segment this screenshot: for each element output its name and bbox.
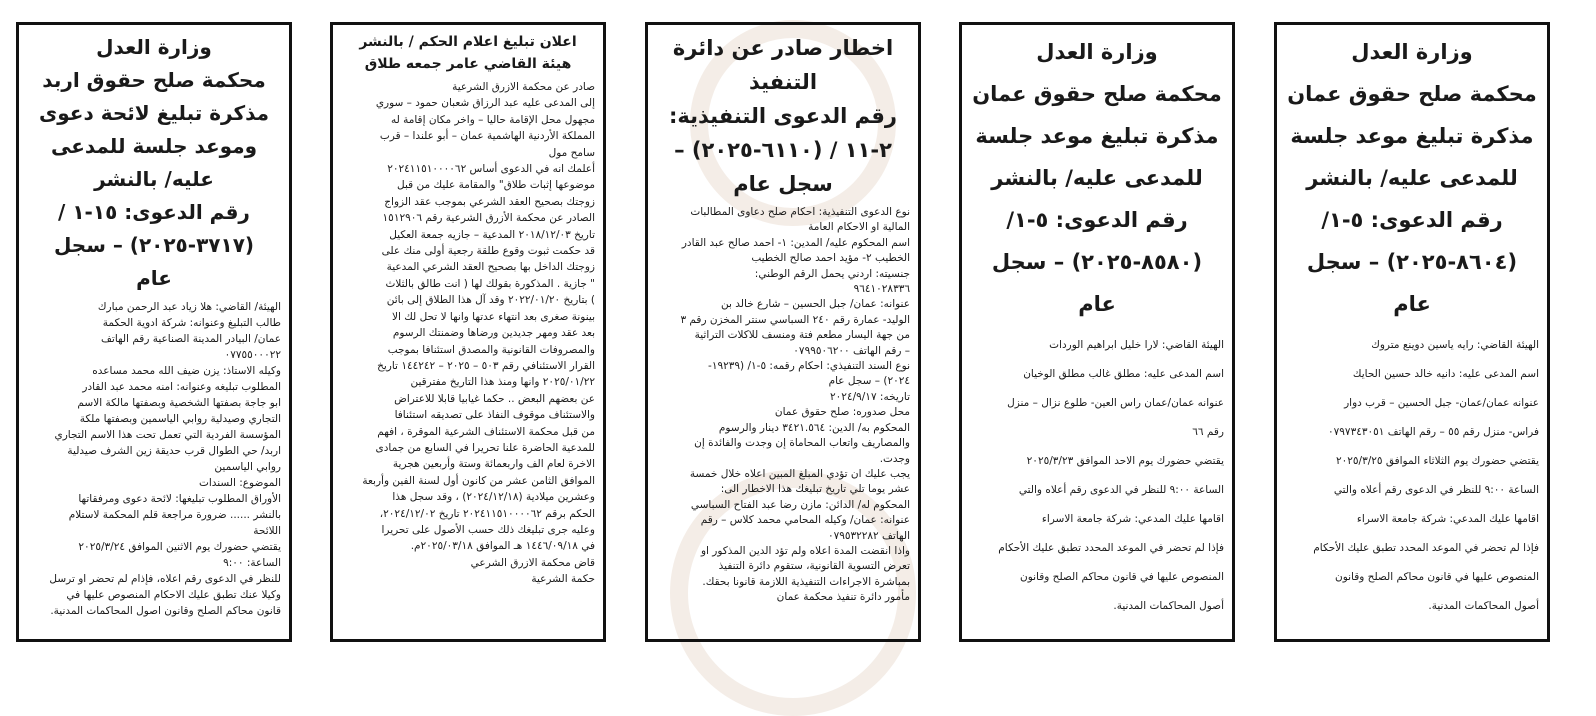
body-line: زوجتك الداخل بها بصحيح العقد الشرعي المدعية bbox=[386, 261, 595, 274]
headline-line: رقم الدعوى: ١٥-١ / bbox=[58, 200, 250, 224]
body-line: اقامها عليك المدعي: شركة جامعة الاسراء bbox=[1041, 513, 1224, 525]
body-line: مأمور دائرة تنفيذ محكمة عمان bbox=[776, 591, 910, 604]
body-line: المطلوب تبليغه وعنوانه: امنه محمد عبد القادر bbox=[82, 381, 281, 393]
body-line: اسم المدعى عليه: مطلق غالب مطلق الوخيان bbox=[1023, 368, 1224, 380]
body-line: عنوانه: عمان/ وكيله المحامي محمد كلاس – رقم bbox=[700, 514, 910, 527]
body-line: المنصوص عليها في قانون محاكم الصلح وقانون bbox=[1019, 571, 1224, 583]
headline-line: التنفيذ bbox=[748, 70, 818, 94]
notice-judgment-announcement bbox=[330, 22, 606, 642]
body-line: تاريخ ٢٠١٨/١٢/٠٣ المدعية – جازيه جمعة العكيل bbox=[389, 228, 595, 241]
body-line: الأوراق المطلوب تبليغها: لائحة دعوى ومرفقاتها bbox=[78, 493, 281, 505]
body-line: مجهول محل الإقامة حاليا – واخر مكان إقامة له bbox=[390, 113, 595, 126]
body-line: عنوانه: عمان/ جبل الحسين – شارع خالد بن bbox=[721, 298, 910, 311]
body-line: الموافق الثامن عشر من كانون أول لسنة الفين وأربعة bbox=[362, 474, 595, 487]
body-line: رقم ٦٦ bbox=[1192, 426, 1224, 438]
body-line: عشر يوما تلي تاريخ تبليغك هذا الاخطار الى: bbox=[720, 483, 910, 496]
body-line: تاريخه: ٢٠٢٤/٩/١٧ bbox=[830, 390, 910, 403]
body-line: نوع السند التنفيذي: احكام رقمه: ٥-١/ (١٩٢٣٩- bbox=[708, 360, 910, 373]
body-line: فراس- منزل رقم ٥٥ – رقم الهاتف ٠٧٩٧٣٤٣٠٥١ bbox=[1328, 426, 1539, 438]
body-line: اسم المدعى عليه: دانيه خالد حسين الحايك bbox=[1352, 368, 1539, 380]
body-line: وكيلا عنك تطبق عليك الاحكام المنصوص عليها في bbox=[66, 589, 281, 601]
body-line: بمباشرة الاجراءات التنفيذية اللازمة قانونا بحقك. bbox=[702, 575, 910, 588]
body-line: الخطيب ٢- مؤيد احمد صالح الخطيب bbox=[751, 252, 910, 265]
headline-line: وزارة العدل bbox=[96, 35, 212, 59]
body-line: ٢٠٢٥/٠١/٢٢ وانها ومنذ هذا التاريخ مفترقين bbox=[410, 376, 595, 389]
body-line: موضوعها إثبات طلاق" والمقامة عليك من قبل bbox=[397, 179, 595, 192]
body-line: الساعة: ٩:٠٠ bbox=[223, 557, 281, 569]
notice-headline bbox=[970, 31, 1224, 325]
body-line: عن بعضهم البعض .. حكما غيابيا قابلا للاعتراض bbox=[394, 392, 595, 405]
notice-body bbox=[970, 331, 1224, 621]
notice-headline bbox=[656, 31, 910, 201]
body-line: الهاتف ٠٧٩٥٣٢٢٨٢ bbox=[827, 529, 910, 542]
body-line: أعلمك انه في الدعوى أساس ٢٠٢٤١١٥١٠٠٠٠٦٢ bbox=[387, 163, 595, 176]
notice-headline bbox=[27, 31, 281, 295]
headline-line: مذكرة تبليغ موعد جلسة bbox=[975, 124, 1219, 148]
headline-line: وموعد جلسة للمدعى bbox=[50, 134, 258, 158]
body-line: وعشرين ميلادية (٢٠٢٤/١٢/١٨) ، وقد سجل هذا bbox=[392, 491, 595, 504]
notice-headline bbox=[341, 31, 595, 75]
headline-line: سجل عام bbox=[733, 172, 833, 196]
headline-line: عام bbox=[1078, 292, 1116, 316]
body-line: من جهة اليسار مطعم فتة ومنسف للاكلات التراثية bbox=[694, 329, 910, 342]
body-line: فإذا لم تحضر في الموعد المحدد تطبق عليك الأحكام bbox=[1313, 542, 1539, 554]
notice-body bbox=[27, 299, 281, 619]
body-line: سامح مول bbox=[548, 146, 595, 159]
body-line: للنظر في الدعوى رقم اعلاه، فإذام لم تحضر او ترسل bbox=[49, 573, 281, 585]
body-line: ٠٧٧٥٥٠٠٠٢٢ bbox=[224, 349, 281, 361]
body-line: – رقم الهاتف ٠٧٩٩٥٠٦٢٠٠ bbox=[793, 344, 910, 357]
headline-line: مذكرة تبليغ لائحة دعوى bbox=[38, 101, 270, 125]
notice-amman-magistrate-8604 bbox=[1274, 22, 1550, 642]
body-line: وعليه جرى تبليغك ذلك حسب الأصول على تحريرا bbox=[381, 523, 595, 536]
body-line: اللائحة bbox=[253, 525, 281, 537]
headline-line: اعلان تبليغ اعلام الحكم / بالنشر bbox=[359, 34, 577, 50]
notice-body bbox=[656, 205, 910, 606]
body-line: الحكم برقم ٢٠٢٤١١٥١٠٠٠٠٦٢ تاريخ ٢٠٢٤/١٢/٠٢، bbox=[379, 507, 595, 520]
body-line: زوجتك بصحيح العقد الشرعي بموجب عقد الزواج bbox=[384, 195, 595, 208]
headline-line: رقم الدعوى التنفيذية: bbox=[669, 104, 897, 128]
body-line: الهيئة القاضي: رايه ياسين دوينع متروك bbox=[1371, 339, 1539, 351]
headline-line: عام bbox=[1393, 292, 1431, 316]
body-line: روابي الياسمين bbox=[214, 461, 281, 473]
headline-line: محكمة صلح حقوق عمان bbox=[1287, 82, 1537, 106]
body-line: المنصوص عليها في قانون محاكم الصلح وقانون bbox=[1334, 571, 1539, 583]
body-line: عنوانه عمان/عمان- جبل الحسين – قرب دوار bbox=[1344, 397, 1539, 409]
body-line: طالب التبليغ وعنوانه: شركة ادوية الحكمة bbox=[102, 317, 281, 329]
body-line: جنسيته: اردني يحمل الرقم الوطني: bbox=[754, 267, 910, 280]
body-line: ٢٠٢٤) – سجل عام bbox=[828, 375, 910, 388]
body-line: المملكة الأردنية الهاشمية عمان – أبو علندا – قرب bbox=[379, 130, 595, 143]
body-line: أصول المحاكمات المدنية. bbox=[1113, 600, 1224, 612]
body-line: قانون محاكم الصلح وقانون اصول المحاكمات المدنية. bbox=[50, 605, 281, 617]
headline-line: رقم الدعوى: ٥-١/ bbox=[1006, 208, 1188, 232]
headline-line: محكمة صلح حقوق عمان bbox=[972, 82, 1222, 106]
body-line: إلى المدعى عليه عبد الرزاق شعبان حمود – سوري bbox=[375, 97, 595, 110]
notice-body bbox=[341, 79, 595, 588]
headline-line: اخطار صادر عن دائرة bbox=[672, 36, 894, 60]
headline-line: ٢-١١ / (٦١١٠-٢٠٢٥) – bbox=[674, 138, 892, 162]
body-line: يقتضي حضورك يوم الاحد الموافق ٢٠٢٥/٣/٢٣ bbox=[1026, 455, 1224, 467]
body-line: واذا انقضت المدة اعلاه ولم تؤد الدين المذكور او bbox=[700, 544, 910, 557]
notice-headline bbox=[1285, 31, 1539, 325]
body-line: ابو جاجة بصفتها الشخصية وبصفتها مالكة الاسم bbox=[77, 397, 281, 409]
body-line: الصادر عن محكمة الأزرق الشرعية رقم ١٥١٢٩٠٦ bbox=[382, 212, 595, 225]
body-line: القرار الاستئنافي رقم ٥٠٣ – ٢٠٢٥ – ١٤٤٢٤٢ تاريخ bbox=[377, 359, 595, 372]
body-line: نوع الدعوى التنفيذية: احكام صلح دعاوى المطالبات bbox=[690, 206, 910, 218]
headline-line: وزارة العدل bbox=[1351, 40, 1473, 64]
body-line: المحكوم له/ الدائن: مازن رضا عبد الفتاح السباسي bbox=[690, 498, 910, 511]
body-line: الساعة ٩:٠٠ للنظر في الدعوى رقم أعلاه والتي bbox=[1018, 484, 1224, 496]
body-line: اربد/ حي الطوال قرب حديقة زين الشرف صيدلية bbox=[67, 445, 281, 457]
body-line: تعرض التسوية القانونية، ستقوم دائرة التنفيذ bbox=[718, 560, 910, 573]
body-line: اقامها عليك المدعي: شركة جامعة الاسراء bbox=[1356, 513, 1539, 525]
body-line: قد حكمت ثبوت وقوع طلقة رجعية أولى منك على bbox=[381, 245, 595, 258]
headline-line: عليه/ بالنشر bbox=[94, 167, 214, 191]
body-line: الوليد- عمارة رقم ٢٤٠ السباسي سنتر المخزن رقم ٣ bbox=[680, 313, 910, 326]
body-line: يقتضي حضورك يوم الاثنين الموافق ٢٠٢٥/٣/٢٤ bbox=[78, 541, 281, 553]
body-line: بالنشر ...... ضرورة مراجعة قلم المحكمة لاستلام bbox=[68, 509, 281, 521]
body-line: حكمة الشرعية bbox=[531, 573, 595, 586]
notice-execution-department bbox=[645, 22, 921, 642]
headline-line: (٨٦٠٤-٢٠٢٥) – سجل bbox=[1306, 250, 1518, 274]
body-line: الهيئة/ القاضي: هلا زياد عبد الرحمن مبارك bbox=[97, 301, 281, 313]
body-line: من قبل محكمة الاستئناف الشرعية الموقرة ، افهم bbox=[377, 425, 595, 438]
body-line: عنوانه عمان/عمان راس العين- طلوع نزال – منزل bbox=[1007, 397, 1224, 409]
notice-irbid-magistrate-3717 bbox=[16, 22, 292, 642]
headline-line: (٣٧١٧-٢٠٢٥) – سجل bbox=[53, 233, 255, 257]
body-line: والمصاريف واتعاب المحاماة إن وجدت والفائدة إن bbox=[694, 437, 910, 450]
body-line: والمصروفات القانونية والمصدق استئنافا بموجب bbox=[387, 343, 595, 356]
body-line: المالية او الاحكام العامة bbox=[808, 221, 910, 234]
headline-line: رقم الدعوى: ٥-١/ bbox=[1321, 208, 1503, 232]
headline-line: للمدعى عليه/ بالنشر bbox=[991, 166, 1203, 190]
body-line: وجدت. bbox=[879, 452, 910, 465]
body-line: الموضوع: السندات bbox=[198, 477, 281, 489]
headline-line: مذكرة تبليغ موعد جلسة bbox=[1290, 124, 1534, 148]
headline-line: للمدعى عليه/ بالنشر bbox=[1306, 166, 1518, 190]
body-line: قاض محكمة الازرق الشرعي bbox=[470, 556, 595, 569]
body-line: للمدعية الحاضرة علنا تحريرا في السابع من جمادى bbox=[375, 441, 595, 454]
body-line: فإذا لم تحضر في الموعد المحدد تطبق عليك الأحكام bbox=[998, 542, 1224, 554]
body-line: ٩٦٤١٠٢٨٣٣٦ bbox=[853, 283, 910, 296]
body-line: الهيئة القاضي: لارا خليل ابراهيم الوردات bbox=[1049, 339, 1224, 351]
headline-line: هيئة القاضي عامر جمعه طلاق bbox=[364, 56, 572, 72]
body-line: صادر عن محكمة الازرق الشرعية bbox=[452, 81, 595, 93]
body-line: يقتضي حضورك يوم الثلاثاء الموافق ٢٠٢٥/٣/٢٥ bbox=[1335, 455, 1539, 467]
notice-amman-magistrate-8580 bbox=[959, 22, 1235, 642]
body-line: محل صدوره: صلح حقوق عمان bbox=[774, 406, 910, 419]
body-line: أصول المحاكمات المدنية. bbox=[1428, 600, 1539, 612]
body-line: ) بتاريخ ٢٠٢٢/٠١/٢٠ وقد آل هذا الطلاق إلى بائن bbox=[386, 294, 595, 307]
headline-line: (٨٥٨٠-٢٠٢٥) – سجل bbox=[991, 250, 1203, 274]
body-line: والاستئناف موقوف النفاذ على تصديقه استئنافا bbox=[394, 409, 595, 422]
body-line: يجب عليك ان تؤدي المبلغ المبين اعلاه خلال خمسة bbox=[689, 467, 910, 480]
body-line: بينونة صغرى بعد انتهاء عدتها وانها لا تحل لك الا bbox=[391, 310, 595, 323]
body-line: في ١٤٤٦/٠٩/١٨ هـ الموافق ٢٠٢٥/٠٣/١٨م. bbox=[410, 540, 595, 553]
body-line: الساعة ٩:٠٠ للنظر في الدعوى رقم أعلاه والتي bbox=[1333, 484, 1539, 496]
headline-line: عام bbox=[136, 266, 172, 290]
body-line: الاخرة لعام الف واربعمائة وستة وأربعين هجرية bbox=[392, 458, 595, 471]
body-line: " جازية . المذكورة بقولك لها ( انت طالق بالثلاث bbox=[385, 277, 595, 290]
body-line: المحكوم به/ الدين: ٣٤٢١.٥٦٤ دينار والرسوم bbox=[718, 421, 910, 434]
body-line: وكيله الاستاذ: يزن ضيف الله محمد مساعده bbox=[92, 365, 281, 377]
body-line: اسم المحكوم عليه/ المدين: ١- احمد صالح عبد القادر bbox=[681, 236, 910, 249]
body-line: عمان/ البيادر المدينة الصناعية رقم الهاتف bbox=[101, 333, 281, 345]
body-line: بعد عقد ومهر جديدين ورضاها وضمنتك الرسوم bbox=[392, 327, 595, 340]
body-line: التجاري وصيدلية روابي الياسمين وبصفتها ملكة bbox=[79, 413, 281, 425]
headline-line: وزارة العدل bbox=[1036, 40, 1158, 64]
notice-body bbox=[1285, 331, 1539, 621]
body-line: المؤسسة الفردية التي تعمل تحت هذا الاسم التجاري bbox=[54, 429, 281, 441]
headline-line: محكمة صلح حقوق اربد bbox=[42, 68, 266, 92]
